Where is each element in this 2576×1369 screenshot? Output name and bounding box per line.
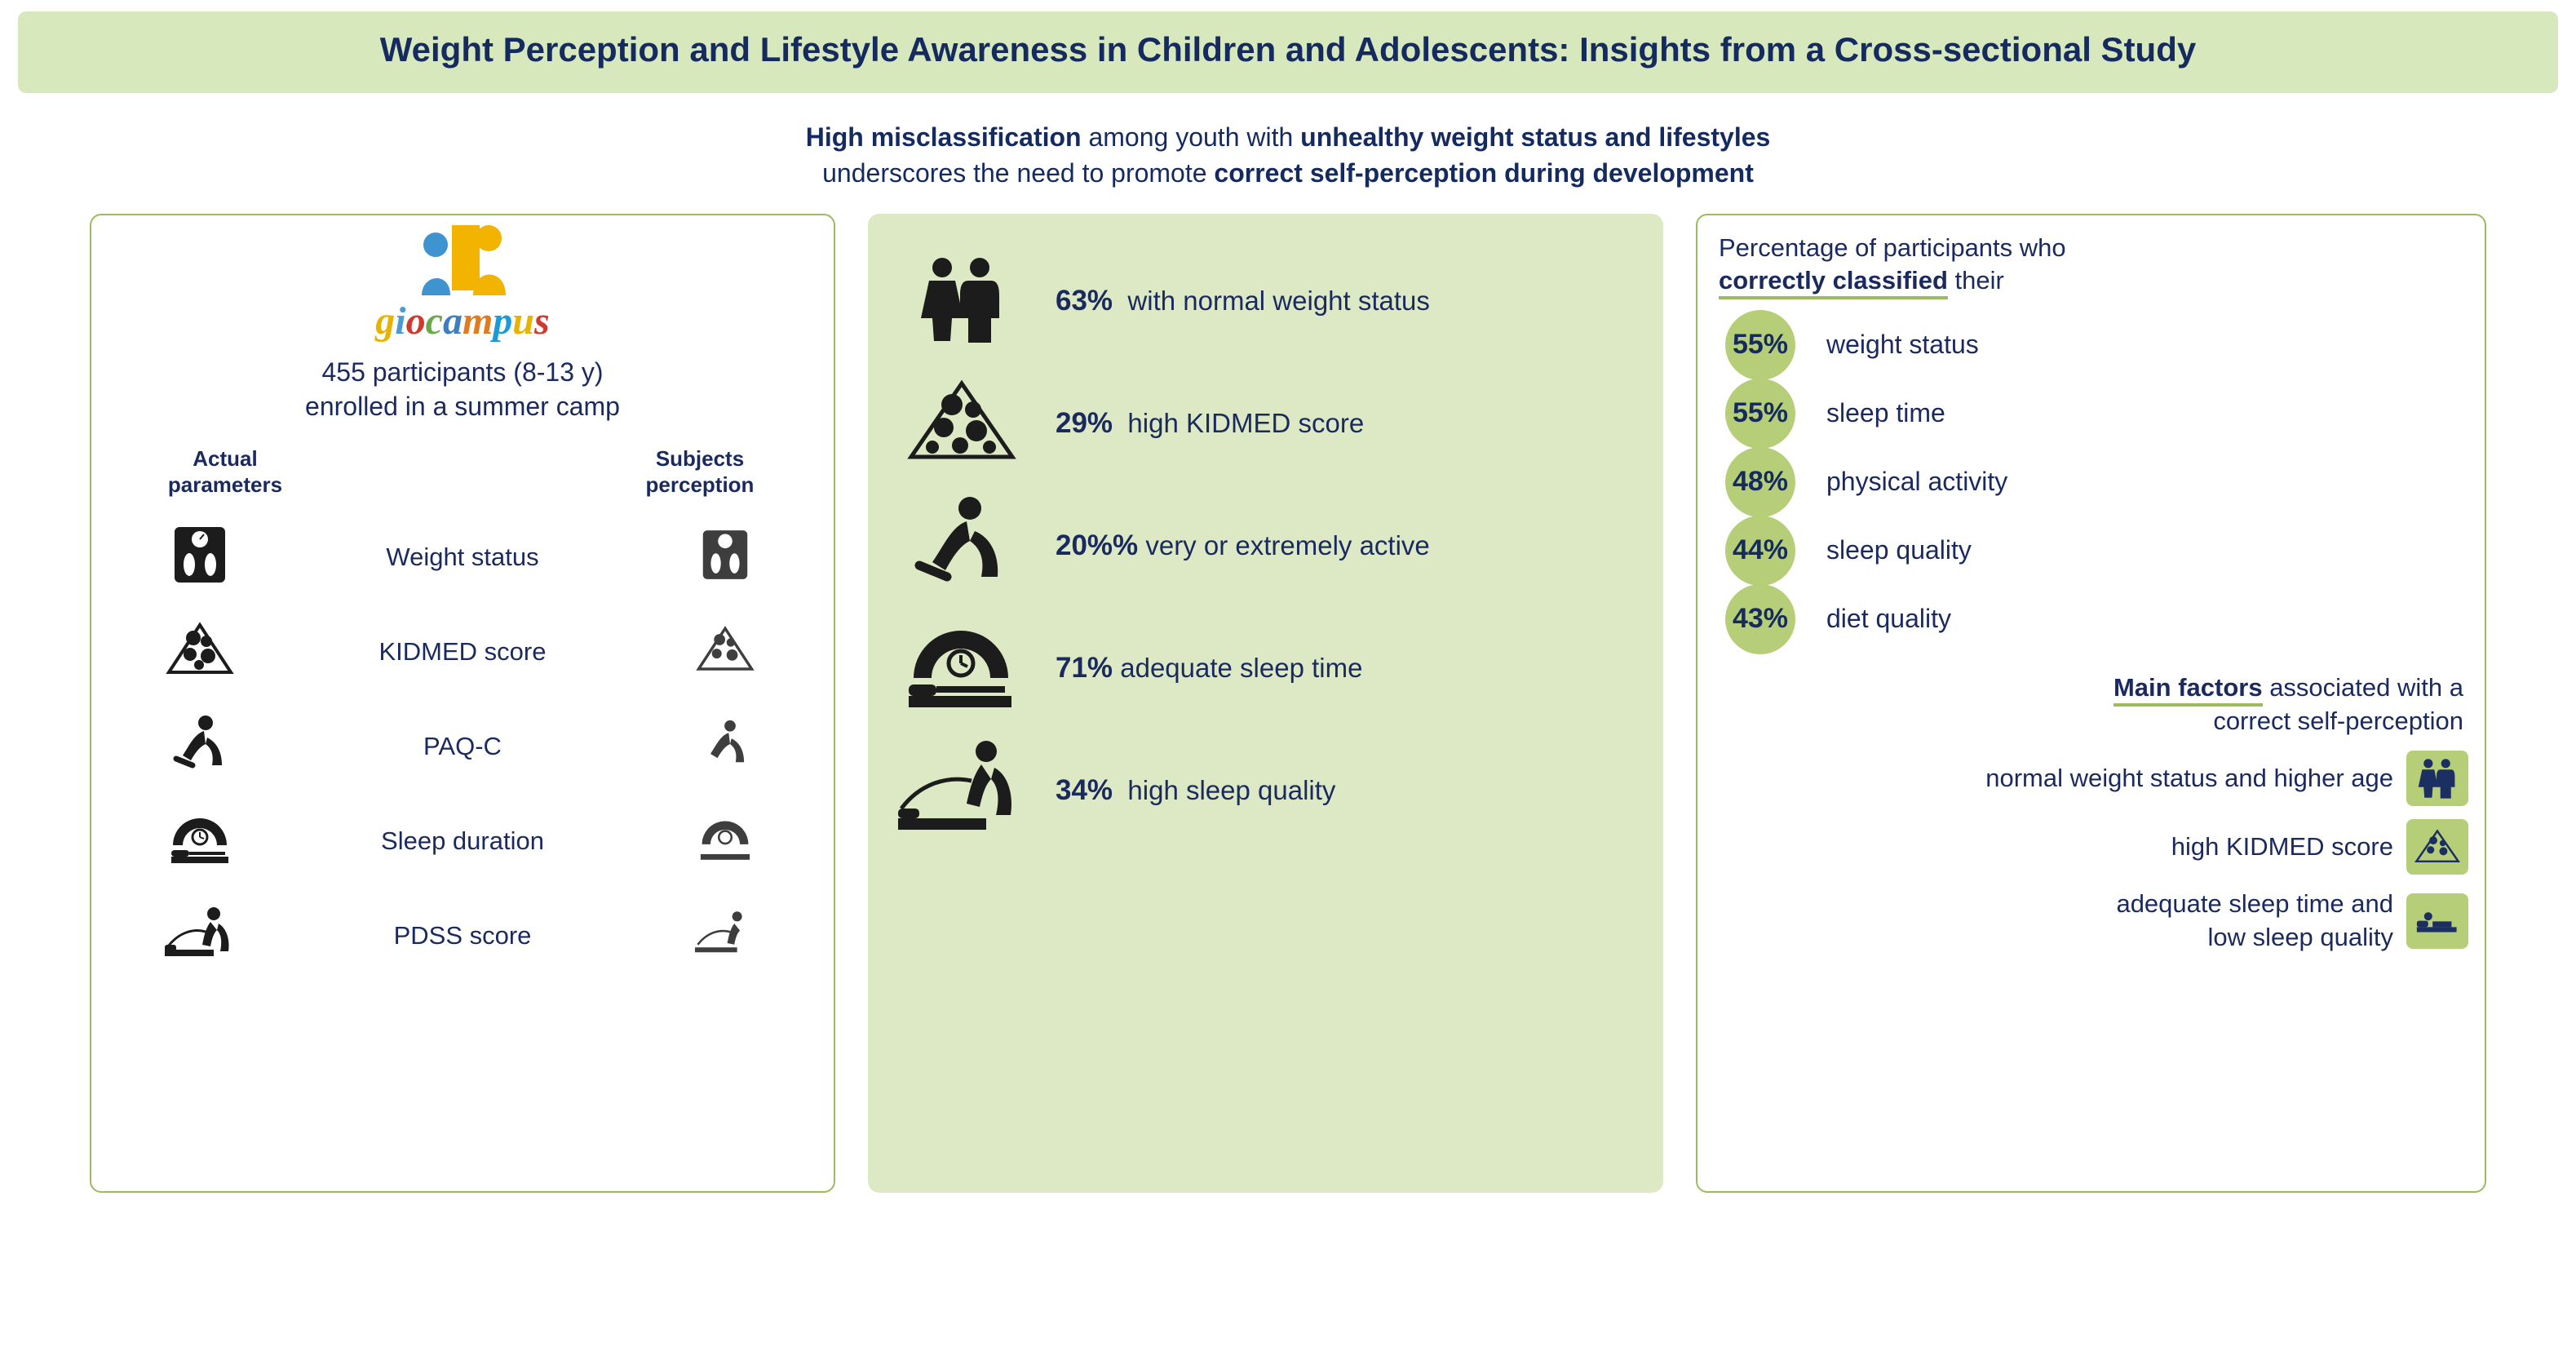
food-pyramid-icon — [868, 377, 1056, 471]
participants-line-2: enrolled in a summer camp — [305, 392, 620, 422]
parameter-row — [91, 794, 834, 888]
correct-classification-heading — [1697, 215, 2485, 298]
food-pyramid-icon — [656, 624, 794, 679]
prevalence-percent: 29% — [1056, 407, 1113, 440]
list-item — [1725, 516, 2485, 585]
prevalence-rows — [868, 214, 1663, 852]
participants-line-1: 455 participants (8-13 y) — [321, 357, 604, 388]
correct-classification-panel — [1696, 214, 2486, 1193]
percent-bubble: 43% — [1725, 584, 1795, 654]
correct-classification-heading-tail: their — [1947, 266, 2004, 295]
prevalence-text — [1056, 407, 1364, 440]
study-design-panel — [90, 214, 835, 1193]
two-children-icon — [868, 256, 1056, 347]
main-factors-heading-line2: correct self-perception — [2213, 706, 2463, 735]
prevalence-label: with normal weight status — [1127, 286, 1430, 317]
sleepwalking-person-icon — [656, 908, 794, 963]
factor-text — [2171, 831, 2393, 863]
main-factors-heading-line1 — [1719, 671, 2463, 705]
percent-label: diet quality — [1826, 604, 1951, 634]
prevalence-label: very or extremely active — [1145, 530, 1430, 561]
prevalence-panel — [868, 214, 1663, 1193]
factor-row — [1697, 751, 2485, 806]
subtitle-line-2 — [0, 155, 2576, 191]
factor-text-line2: low sleep quality — [2207, 922, 2393, 951]
parameter-name: KIDMED score — [378, 636, 547, 666]
main-factors-heading — [1697, 671, 2485, 738]
main-factors-emph: Main factors — [2113, 673, 2263, 707]
prevalence-percent: 34% — [1056, 774, 1113, 807]
prevalence-percent: 20%% — [1056, 529, 1139, 562]
sleep-clock-icon — [131, 808, 269, 874]
list-item — [1725, 379, 2485, 448]
sleep-clock-icon — [656, 812, 794, 870]
food-pyramid-icon — [131, 620, 269, 683]
running-person-icon — [656, 717, 794, 775]
column-header-perception-line1: Subjects — [655, 445, 745, 471]
parameter-name: Sleep duration — [381, 826, 544, 855]
factor-text — [2116, 888, 2393, 954]
percent-bubble: 55% — [1725, 310, 1795, 380]
prevalence-row — [868, 607, 1663, 729]
food-pyramid-icon — [2406, 819, 2468, 875]
parameter-rows — [91, 510, 834, 983]
sleep-bed-icon — [2406, 893, 2468, 949]
prevalence-label: high sleep quality — [1127, 775, 1336, 806]
list-item — [1725, 311, 2485, 379]
prevalence-label: high KIDMED score — [1127, 408, 1365, 439]
list-item — [1725, 585, 2485, 653]
parameter-row — [91, 510, 834, 605]
prevalence-text — [1056, 774, 1335, 807]
percent-label: sleep time — [1826, 398, 1945, 428]
giocampus-logo-mark — [377, 225, 548, 303]
prevalence-percent: 63% — [1056, 285, 1113, 317]
column-header-perception-line2: perception — [645, 472, 755, 498]
factor-row — [1697, 888, 2485, 954]
percent-label: sleep quality — [1826, 535, 1972, 565]
column-header-actual-line2: parameters — [167, 472, 283, 498]
parameter-name: PDSS score — [393, 920, 532, 950]
sleepwalking-person-icon — [131, 904, 269, 967]
percent-label: weight status — [1826, 330, 1979, 360]
correct-classification-emph: correctly classified — [1719, 266, 1948, 299]
factor-text-line1: high KIDMED score — [2171, 832, 2393, 862]
scale-icon — [656, 529, 794, 585]
running-person-icon — [868, 495, 1056, 597]
correct-classification-list — [1697, 311, 2485, 653]
two-children-icon — [2406, 751, 2468, 806]
prevalence-row — [868, 240, 1663, 362]
factor-text — [1985, 762, 2393, 795]
prevalence-text — [1056, 652, 1362, 684]
subtitle-text-among: among youth with — [1081, 122, 1301, 152]
percent-label: physical activity — [1826, 467, 2008, 497]
giocampus-wordmark: giocampus — [375, 299, 550, 343]
panels-row — [90, 214, 2486, 1193]
main-factors-heading-tail: associated with a — [2262, 672, 2463, 702]
page-title: Weight Perception and Lifestyle Awareness in Children and Adolescents: Insights from a Cross-sectional Study — [379, 30, 2197, 69]
subtitle-line-1 — [0, 119, 2576, 155]
subtitle-emph-self-perception: correct self-perception during development — [1214, 157, 1754, 188]
column-headers — [91, 424, 834, 498]
prevalence-label: adequate sleep time — [1120, 653, 1363, 684]
scale-icon — [131, 525, 269, 588]
parameter-row — [91, 888, 834, 983]
column-header-actual — [135, 445, 315, 498]
parameter-row — [91, 699, 834, 794]
running-person-icon — [131, 713, 269, 779]
prevalence-row — [868, 485, 1663, 607]
prevalence-row — [868, 729, 1663, 852]
title-banner — [18, 11, 2558, 93]
percent-bubble: 48% — [1725, 447, 1795, 517]
column-header-actual-line1: Actual — [193, 445, 258, 471]
prevalence-row — [868, 362, 1663, 485]
parameter-name: Weight status — [386, 542, 539, 571]
sleep-clock-icon — [868, 618, 1056, 720]
parameter-row — [91, 605, 834, 699]
prevalence-percent: 71% — [1056, 652, 1113, 684]
list-item — [1725, 448, 2485, 516]
participants-description — [91, 355, 834, 423]
percent-bubble: 55% — [1725, 379, 1795, 449]
factor-text-line1: adequate sleep time and — [2116, 889, 2393, 919]
correct-classification-heading-line2 — [1719, 264, 2463, 297]
subtitle-emph-misclassification: High misclassification — [805, 122, 1082, 152]
factor-row — [1697, 819, 2485, 875]
percent-bubble: 44% — [1725, 516, 1795, 586]
prevalence-text — [1056, 285, 1430, 317]
parameter-name: PAQ-C — [423, 731, 502, 760]
subtitle — [0, 119, 2576, 191]
giocampus-logo — [91, 215, 834, 343]
correct-classification-heading-line1: Percentage of participants who — [1719, 233, 2066, 263]
sleepwalking-person-icon — [868, 740, 1056, 842]
column-header-perception — [610, 445, 790, 498]
factor-text-line1: normal weight status and higher age — [1985, 764, 2393, 793]
prevalence-text — [1056, 529, 1430, 562]
subtitle-text-underscores: underscores the need to promote — [822, 157, 1215, 188]
subtitle-emph-unhealthy: unhealthy weight status and lifestyles — [1300, 122, 1771, 152]
